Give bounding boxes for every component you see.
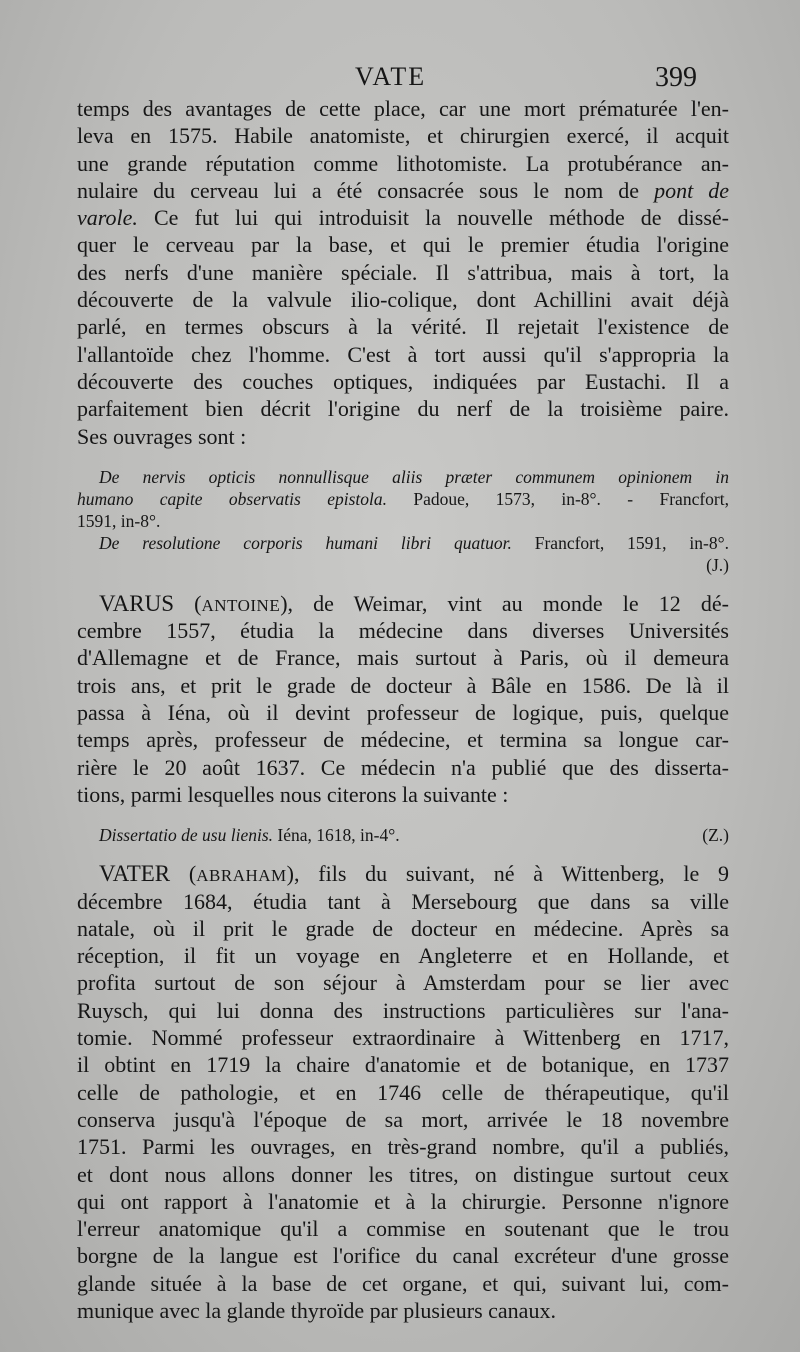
entry-name: VATER — [99, 861, 171, 887]
text-line: temps après, professeur de médecine, et termina sa longue car- — [77, 727, 729, 753]
entry-heading-line — [77, 590, 729, 617]
author-signature-line — [77, 554, 729, 576]
author-initial: (Z.) — [702, 825, 729, 846]
text-line — [77, 177, 729, 204]
reference-line: 1591, in-8°. — [77, 510, 161, 531]
reference-title: humano capite observatis epistola. — [77, 488, 387, 509]
text-line: et dont nous allons donner les titres, on distingue surtout ceux — [77, 1161, 729, 1187]
text-line: cembre 1557, étudia la médecine dans diverses Universités — [77, 618, 729, 644]
entry-name: VARUS — [99, 590, 174, 616]
text-line: trois ans, et prit le grade de docteur à Bâle en 1586. De là il — [77, 672, 729, 698]
text-line: réception, il fit un voyage en Angleterre et en Hollande, et — [77, 943, 729, 969]
reference-imprint: Francfort, 1591, in-8°. — [511, 532, 729, 553]
author-initial: (J.) — [706, 554, 729, 575]
text-segment: ), de Weimar, vint au monde le 12 dé- — [280, 590, 729, 616]
text-segment: ( — [174, 590, 202, 616]
reference-title: De nervis opticis nonnullisque aliis præter communem opinionem in — [99, 466, 729, 487]
reference-imprint: Padoue, 1573, in-8°. - Francfort, — [386, 488, 729, 509]
reference-imprint: Iéna, 1618, in-4°. — [273, 825, 400, 846]
text-line: glande située à la base de cet organe, et qui, suivant lui, com- — [77, 1270, 729, 1296]
text-line: Ruysch, qui lui donna des instructions particulières sur l'ana- — [77, 997, 729, 1023]
text-line: une grande réputation comme lithotomiste. La protubérance an- — [77, 150, 729, 176]
text-line: borgne de la langue est l'orifice du canal excréteur d'une grosse — [77, 1243, 729, 1269]
text-line: temps des avantages de cette place, car une mort prématurée l'en- — [77, 96, 729, 121]
text-line: conserva jusqu'à l'époque de sa mort, arrivée le 18 novembre — [77, 1106, 729, 1132]
italic-term: pont de — [654, 177, 729, 203]
text-line: tions, parmi lesquelles nous citerons la suivante : — [77, 781, 509, 807]
text-line: rière le 20 août 1637. Ce médecin n'a publié que des disserta- — [77, 754, 729, 780]
text-line: passa à Iéna, où il devint professeur de logique, puis, quelque — [77, 700, 729, 726]
text-line: leva en 1575. Habile anatomiste, et chirurgien exercé, il acquit — [77, 123, 729, 149]
text-line: découverte des couches optiques, indiquées par Eustachi. Il a — [77, 368, 729, 394]
text-line: découverte de la valvule ilio-colique, dont Achillini avait déjà — [77, 287, 729, 313]
reference-line — [77, 466, 729, 488]
entry-given-name: ABRAHAM — [196, 866, 287, 886]
text-line: il obtint en 1719 la chaire d'anatomie et de botanique, en 1737 — [77, 1052, 729, 1078]
text-line: parfaitement bien décrit l'origine du nerf de la troisième paire. — [77, 396, 729, 422]
text-line: parlé, en termes obscurs à la vérité. Il rejetait l'existence de — [77, 314, 729, 340]
text-line: d'Allemagne et de France, mais surtout à Paris, où il demeura — [77, 645, 729, 671]
text-line: profita surtout de son séjour à Amsterdam pour se lier avec — [77, 970, 729, 996]
text-line: l'allantoïde chez l'homme. C'est à tort aussi qu'il s'appropria la — [77, 341, 729, 367]
text-line: des nerfs d'une manière spéciale. Il s'attribua, mais à tort, la — [77, 259, 729, 285]
reference-line — [77, 532, 729, 554]
page-header — [0, 62, 800, 96]
text-line: Ses ouvrages sont : — [77, 423, 247, 449]
running-title: VATE — [355, 62, 427, 91]
page-number: 399 — [655, 62, 697, 93]
text-line: 1751. Parmi les ouvrages, en très-grand nombre, qu'il a publiés, — [77, 1134, 729, 1160]
text-segment: ), fils du suivant, né à Wittenberg, le 9 — [286, 861, 729, 887]
text-line: tomie. Nommé professeur extraordinaire à Wittenberg en 1717, — [77, 1025, 729, 1051]
reference-title: De resolutione corporis humani libri quatuor. — [99, 532, 512, 553]
reference-title: Dissertatio de usu lienis. — [99, 825, 274, 846]
text-segment: Ce fut lui qui introduisit la nouvelle méthode de dissé- — [137, 205, 729, 231]
text-line: munique avec la glande thyroïde par plusieurs canaux. — [77, 1297, 556, 1323]
text-line — [77, 204, 729, 231]
text-line: décembre 1684, étudia tant à Mersebourg que dans sa ville — [77, 888, 729, 914]
italic-term: varole. — [77, 205, 138, 231]
reference-line — [77, 488, 729, 510]
entry-heading-line — [77, 860, 729, 887]
entry-given-name: ANTOINE — [201, 595, 281, 615]
text-line: celle de pathologie, et en 1746 celle de thérapeutique, qu'il — [77, 1079, 729, 1105]
page-body — [77, 95, 729, 1324]
text-line: quer le cerveau par la base, et qui le premier étudia l'origine — [77, 232, 729, 258]
reference-line — [77, 824, 729, 846]
text-segment: ( — [170, 861, 197, 887]
text-line: qui ont rapport à l'anatomie et à la chirurgie. Personne n'ignore — [77, 1188, 729, 1214]
text-segment: nulaire du cerveau lui a été consacrée sous le nom de — [77, 177, 640, 203]
text-line: l'erreur anatomique qu'il a commise en soutenant que le trou — [77, 1216, 729, 1242]
text-line: natale, où il prit le grade de docteur en médecine. Après sa — [77, 915, 729, 941]
